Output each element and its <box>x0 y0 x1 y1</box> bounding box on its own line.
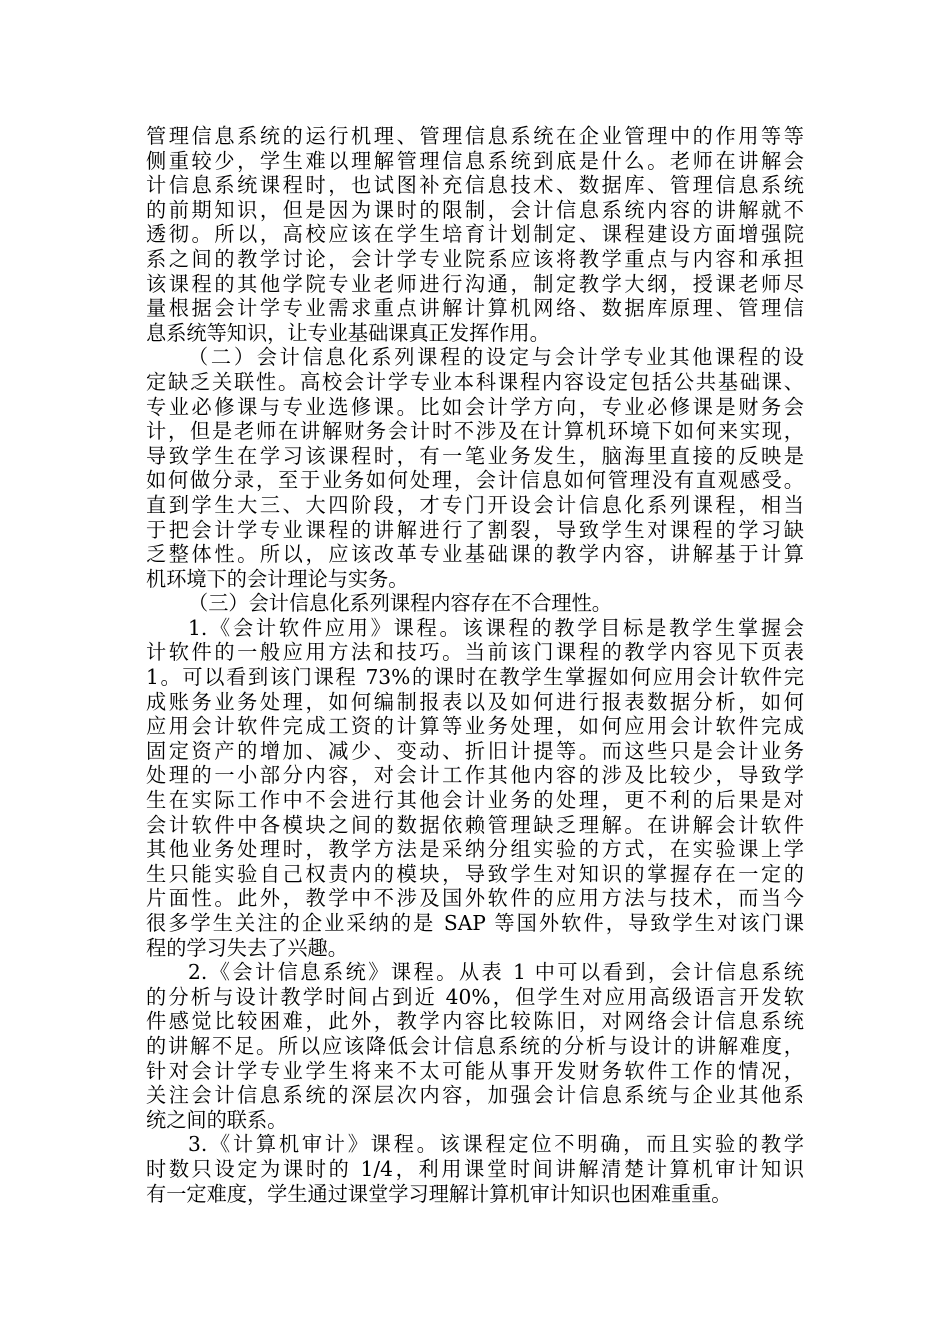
document-body <box>146 124 804 1206</box>
text-line: 1。可以看到该门课程 73%的课时在教学生掌握如何应用会计软件完 <box>146 665 804 690</box>
text-line: 时数只设定为课时的 1/4，利用课堂时间讲解清楚计算机审计知识 <box>146 1156 804 1181</box>
text-line: 机环境下的会计理论与实务。 <box>146 566 409 591</box>
text-line: 直到学生大三、大四阶段，才专门开设会计信息化系列课程，相当 <box>146 492 804 517</box>
text-line: 针对会计学专业学生将来不太可能从事开发财务软件工作的情况， <box>146 1058 804 1083</box>
item-heading-line: 1.《会计软件应用》课程。该课程的教学目标是教学生掌握会 <box>188 615 804 640</box>
text-line: 于把会计学专业课程的讲解进行了割裂，导致学生对课程的学习缺 <box>146 517 804 542</box>
paragraph-section-three <box>146 591 804 616</box>
text-line: 计软件的一般应用方法和技巧。当前该门课程的教学内容见下页表 <box>146 640 804 665</box>
text-line: 成账务业务处理，如何编制报表以及如何进行报表数据分析，如何 <box>146 689 804 714</box>
paragraph-continued <box>146 124 804 345</box>
text-line: 管理信息系统的运行机理、管理信息系统在企业管理中的作用等等 <box>146 124 804 148</box>
text-line: 片面性。此外，教学中不涉及国外软件的应用方法与技术，而当今 <box>146 886 804 911</box>
text-line: 系之间的教学讨论，会计学专业院系应该将教学重点与内容和承担 <box>146 246 804 271</box>
text-line: 关注会计信息系统的深层次内容，加强会计信息系统与企业其他系 <box>146 1083 804 1108</box>
paragraph-item-one <box>146 616 804 960</box>
text-line: 统之间的联系。 <box>146 1107 288 1132</box>
paragraph-item-two <box>146 960 804 1132</box>
text-line: 生在实际工作中不会进行其他会计业务的处理，更不利的后果是对 <box>146 788 804 813</box>
text-line: 有一定难度，学生通过课堂学习理解计算机审计知识也困难重重。 <box>146 1181 732 1206</box>
paragraph-section-two <box>146 345 804 591</box>
text-line: 程的学习失去了兴趣。 <box>146 935 348 960</box>
text-line: 的分析与设计教学时间占到近 40%，但学生对应用高级语言开发软 <box>146 984 804 1009</box>
item-heading-line: 3.《计算机审计》课程。该课程定位不明确，而且实验的教学 <box>188 1132 804 1157</box>
text-line: 计信息系统课程时，也试图补充信息技术、数据库、管理信息系统 <box>146 173 804 198</box>
text-line: 处理的一小部分内容，对会计工作其他内容的涉及比较少，导致学 <box>146 763 804 788</box>
text-line: 息系统等知识，让专业基础课真正发挥作用。 <box>146 320 550 345</box>
text-line: 的讲解不足。所以应该降低会计信息系统的分析与设计的讲解难度， <box>146 1033 804 1058</box>
text-line: 侧重较少，学生难以理解管理信息系统到底是什么。老师在讲解会 <box>146 148 804 173</box>
text-line: 固定资产的增加、减少、变动、折旧计提等。而这些只是会计业务 <box>146 738 804 763</box>
text-line: 导致学生在学习该课程时，有一笔业务发生，脑海里直接的反映是 <box>146 443 804 468</box>
text-line: 量根据会计学专业需求重点讲解计算机网络、数据库原理、管理信 <box>146 296 804 321</box>
text-line: 生只能实验自己权责内的模块，导致学生对知识的掌握存在一定的 <box>146 861 804 886</box>
text-line: 该课程的其他学院专业老师进行沟通，制定教学大纲，授课老师尽 <box>146 271 804 296</box>
section-heading-line: （三）会计信息化系列课程内容存在不合理性。 <box>188 591 612 616</box>
text-line: 如何做分录，至于业务如何处理，会计信息如何管理没有直观感受。 <box>146 468 804 493</box>
text-line: 其他业务处理时，教学方法是采纳分组实验的方式，在实验课上学 <box>146 837 804 862</box>
text-line: 的前期知识，但是因为课时的限制，会计信息系统内容的讲解就不 <box>146 197 804 222</box>
text-line: 会计软件中各模块之间的数据依赖管理缺乏理解。在讲解会计软件 <box>146 812 804 837</box>
text-line: 计，但是老师在讲解财务会计时不涉及在计算机环境下如何来实现， <box>146 419 804 444</box>
text-line: 应用会计软件完成工资的计算等业务处理，如何应用会计软件完成 <box>146 714 804 739</box>
text-line: 专业必修课与专业选修课。比如会计学方向，专业必修课是财务会 <box>146 394 804 419</box>
section-heading-line: （二）会计信息化系列课程的设定与会计学专业其他课程的设 <box>188 345 804 370</box>
item-heading-line: 2.《会计信息系统》课程。从表 1 中可以看到，会计信息系统 <box>188 960 804 985</box>
text-line: 定缺乏关联性。高校会计学专业本科课程内容设定包括公共基础课、 <box>146 369 804 394</box>
text-line: 乏整体性。所以，应该改革专业基础课的教学内容，讲解基于计算 <box>146 542 804 567</box>
paragraph-item-three <box>146 1132 804 1206</box>
text-line: 很多学生关注的企业采纳的是 SAP 等国外软件，导致学生对该门课 <box>146 911 804 935</box>
text-line: 透彻。所以，高校应该在学生培育计划制定、课程建设方面增强院 <box>146 222 804 247</box>
text-line: 件感觉比较困难，此外，教学内容比较陈旧，对网络会计信息系统 <box>146 1009 804 1034</box>
